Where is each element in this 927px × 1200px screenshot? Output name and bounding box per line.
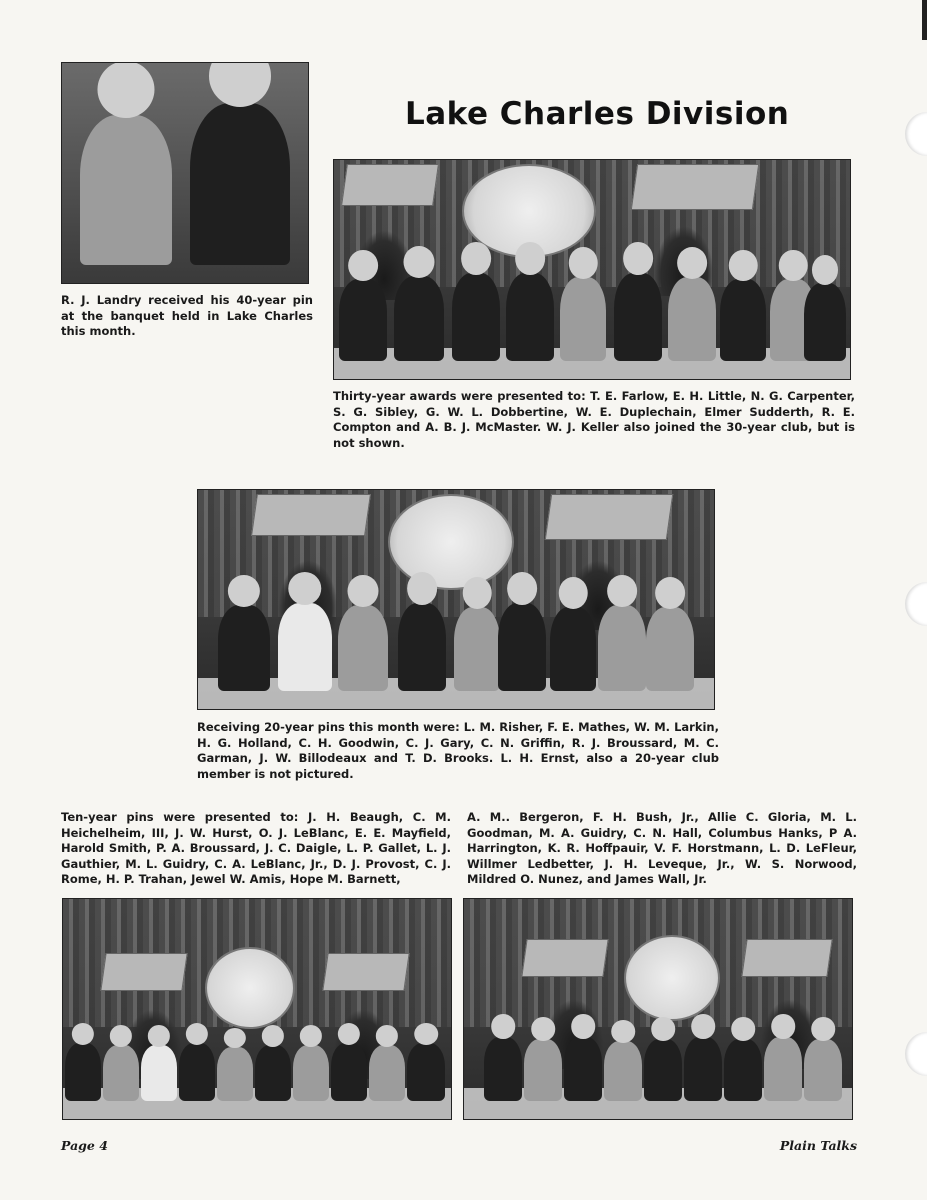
banner bbox=[521, 939, 608, 977]
person-figure bbox=[646, 607, 694, 691]
person-figure bbox=[684, 1037, 722, 1101]
person-figure bbox=[560, 277, 606, 361]
person-figure bbox=[724, 1039, 762, 1101]
landry-caption: R. J. Landry received his 40-year pin at the banquet held in Lake Charles this month. bbox=[61, 293, 313, 338]
person-figure bbox=[278, 603, 332, 691]
person-figure bbox=[338, 605, 388, 691]
person-figure bbox=[668, 277, 716, 361]
person-figure bbox=[804, 283, 846, 361]
seal-emblem bbox=[388, 494, 514, 590]
landry-photo bbox=[61, 62, 309, 284]
person-figure bbox=[454, 607, 500, 691]
person-figure bbox=[255, 1045, 291, 1101]
person-figure bbox=[103, 1045, 139, 1101]
banner bbox=[631, 164, 759, 210]
thirty-year-photo bbox=[333, 159, 851, 380]
banner bbox=[322, 953, 409, 991]
person-figure bbox=[65, 1043, 101, 1101]
person-figure bbox=[720, 279, 766, 361]
thirty-year-caption: Thirty-year awards were presented to: T. E. Farlow, E. H. Little, N. G. Carpenter, S. G. Sibley, G. W. L. Dobbertine, W. E. Duplechain, Elmer Sudderth, R. E. Compton and A. B. J. McMaster. W. J. Keller also joined the 30-year club, but is not shown. bbox=[333, 389, 855, 450]
person-figure bbox=[498, 603, 546, 691]
ten-year-caption-left: Ten-year pins were presented to: J. H. Beaugh, C. M. Heichelheim, III, J. W. Hurst, O. J. LeBlanc, E. E. Mayfield, Harold Smith, P. A. Broussard, J. C. Daigle, L. P. Gallet, L. J. Gauthier, M. L. Guidry, C. A. LeBlanc, Jr., D. J. Provost, C. J. Rome, H. P. Trahan, Jewel W. Amis, Hope M. Barnett, bbox=[61, 810, 451, 886]
page-edge-mark bbox=[922, 0, 927, 40]
ten-year-photo-right bbox=[463, 898, 853, 1120]
banner bbox=[251, 494, 371, 536]
seal-emblem bbox=[205, 947, 295, 1029]
banner bbox=[545, 494, 673, 540]
ten-year-caption-right: A. M.. Bergeron, F. H. Bush, Jr., Allie C. Gloria, M. L. Goodman, M. A. Guidry, C. N. Hall, Columbus Hanks, P A. Harrington, K. R. Hoffpauir, V. F. Horstmann, L. D. LeFleur, Willmer Ledbetter, J. H. Leveque, Jr., W. S. Norwood, Mildred O. Nunez, and James Wall, Jr. bbox=[467, 810, 857, 886]
person-figure bbox=[141, 1045, 177, 1101]
twenty-year-caption: Receiving 20-year pins this month were: L. M. Risher, F. E. Mathes, W. M. Larkin, H. G. Holland, C. H. Goodwin, C. J. Gary, C. N. Griffin, R. J. Broussard, M. C. Garman, J. W. Billodeaux and T. D. Brooks. L. H. Ernst, also a 20-year club member is not pictured. bbox=[197, 720, 719, 781]
person-figure bbox=[217, 1047, 253, 1101]
banner bbox=[341, 164, 439, 206]
person-figure bbox=[550, 607, 596, 691]
person-figure bbox=[80, 115, 172, 265]
punch-hole-top bbox=[905, 112, 927, 156]
person-figure bbox=[179, 1043, 215, 1101]
person-figure bbox=[604, 1041, 642, 1101]
punch-hole-middle bbox=[905, 582, 927, 626]
person-figure bbox=[339, 279, 387, 361]
person-figure bbox=[564, 1037, 602, 1101]
person-figure bbox=[369, 1045, 405, 1101]
ten-year-photo-left bbox=[62, 898, 452, 1120]
person-figure bbox=[331, 1043, 367, 1101]
seal-emblem bbox=[624, 935, 720, 1021]
banner bbox=[741, 939, 832, 977]
person-figure bbox=[293, 1045, 329, 1101]
person-figure bbox=[484, 1037, 522, 1101]
person-figure bbox=[804, 1039, 842, 1101]
page-number: Page 4 bbox=[61, 1138, 108, 1153]
person-figure bbox=[218, 605, 270, 691]
banner bbox=[100, 953, 187, 991]
punch-hole-bottom bbox=[905, 1032, 927, 1076]
person-figure bbox=[190, 103, 290, 265]
person-figure bbox=[506, 273, 554, 361]
publication-name: Plain Talks bbox=[779, 1138, 857, 1153]
person-figure bbox=[614, 273, 662, 361]
person-figure bbox=[644, 1039, 682, 1101]
person-figure bbox=[394, 276, 444, 361]
person-figure bbox=[524, 1039, 562, 1101]
person-figure bbox=[398, 603, 446, 691]
twenty-year-photo bbox=[197, 489, 715, 710]
page-title: Lake Charles Division bbox=[405, 96, 790, 132]
person-figure bbox=[764, 1037, 802, 1101]
person-figure bbox=[407, 1043, 445, 1101]
person-figure bbox=[452, 273, 500, 361]
person-figure bbox=[598, 605, 646, 691]
